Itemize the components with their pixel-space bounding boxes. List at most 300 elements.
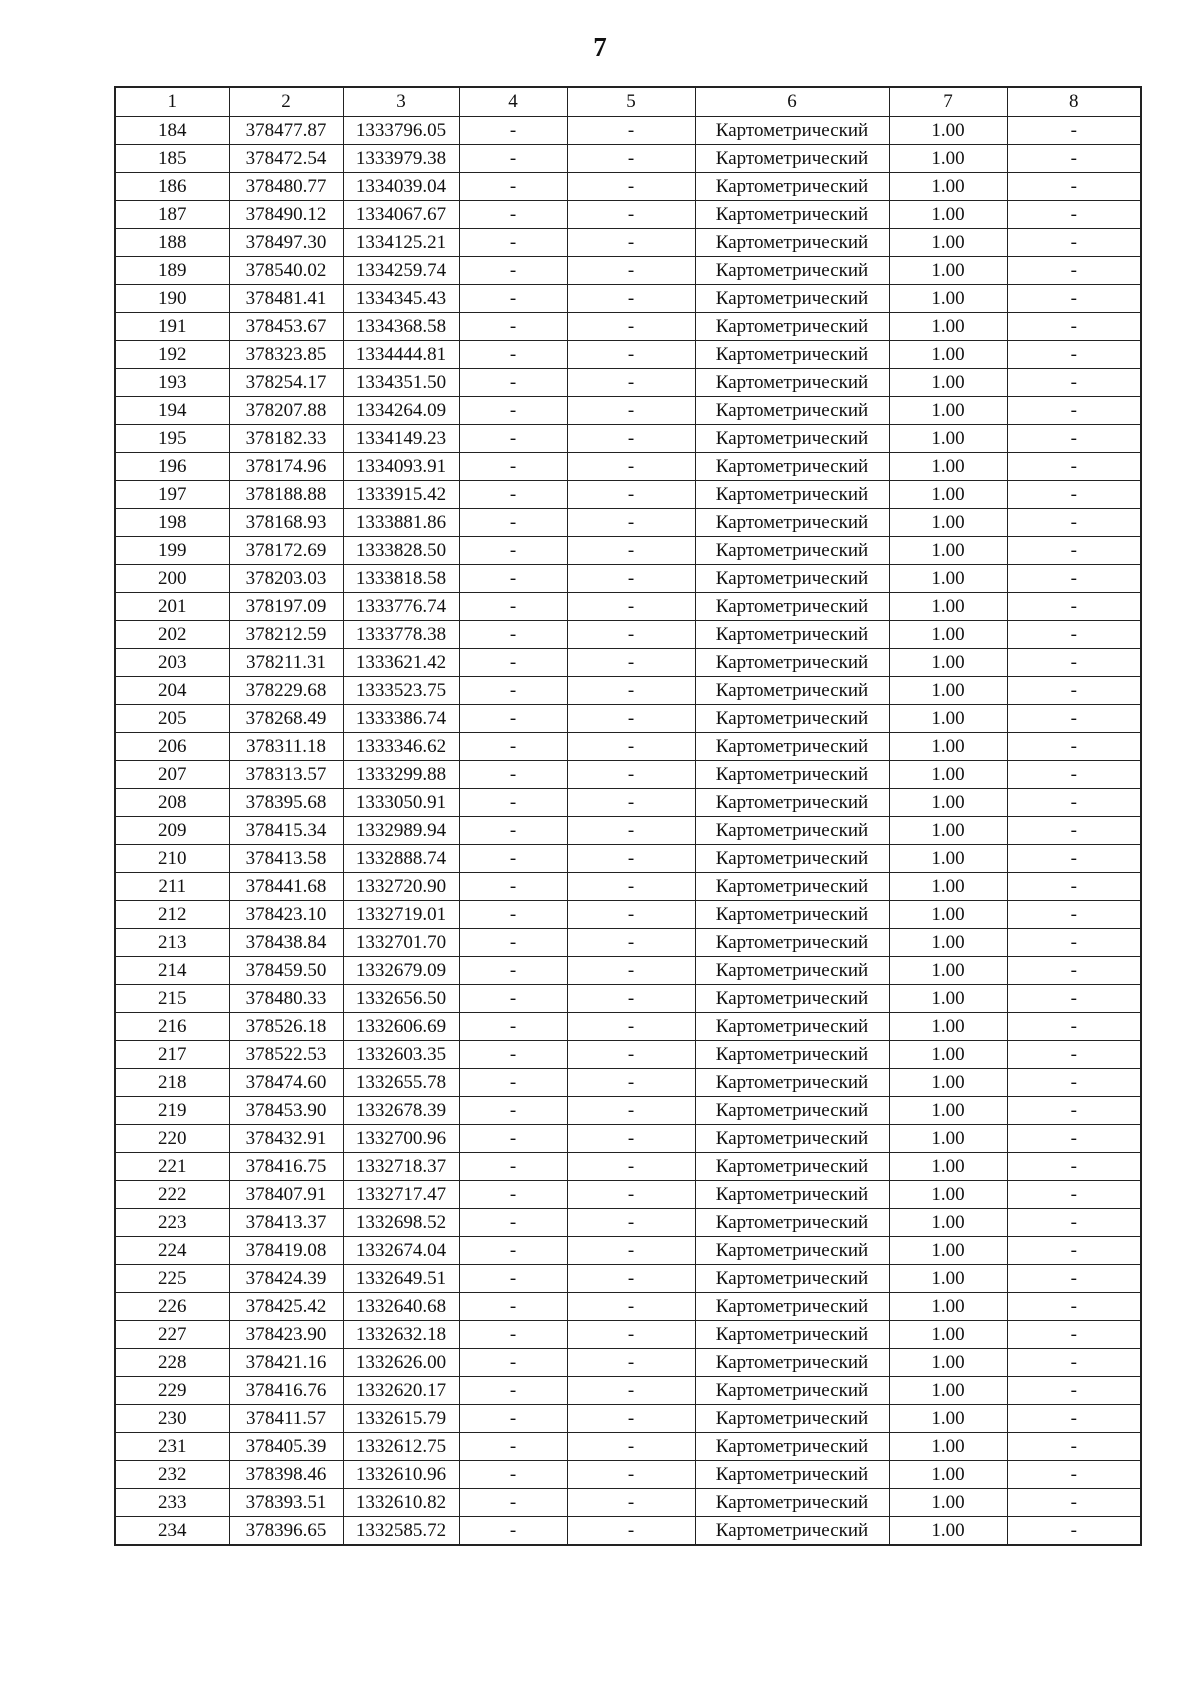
y-coordinate-cell: 1333796.05 — [343, 117, 459, 145]
column-5-cell: - — [567, 733, 695, 761]
column-5-cell: - — [567, 1013, 695, 1041]
table-row — [115, 117, 1141, 145]
column-header: 6 — [695, 87, 889, 117]
column-header: 5 — [567, 87, 695, 117]
accuracy-cell: 1.00 — [889, 369, 1007, 397]
column-8-cell: - — [1007, 873, 1141, 901]
y-coordinate-cell: 1332585.72 — [343, 1517, 459, 1546]
point-number-cell: 217 — [115, 1041, 229, 1069]
accuracy-cell: 1.00 — [889, 1517, 1007, 1546]
y-coordinate-cell: 1332620.17 — [343, 1377, 459, 1405]
column-8-cell: - — [1007, 1293, 1141, 1321]
accuracy-cell: 1.00 — [889, 1237, 1007, 1265]
x-coordinate-cell: 378490.12 — [229, 201, 343, 229]
column-4-cell: - — [459, 145, 567, 173]
column-8-cell: - — [1007, 369, 1141, 397]
y-coordinate-cell: 1333776.74 — [343, 593, 459, 621]
accuracy-cell: 1.00 — [889, 1125, 1007, 1153]
x-coordinate-cell: 378438.84 — [229, 929, 343, 957]
column-4-cell: - — [459, 173, 567, 201]
table-row — [115, 677, 1141, 705]
column-5-cell: - — [567, 1237, 695, 1265]
x-coordinate-cell: 378540.02 — [229, 257, 343, 285]
point-number-cell: 201 — [115, 593, 229, 621]
column-4-cell: - — [459, 677, 567, 705]
column-4-cell: - — [459, 257, 567, 285]
table-row — [115, 621, 1141, 649]
column-5-cell: - — [567, 425, 695, 453]
method-cell: Картометрический — [695, 369, 889, 397]
y-coordinate-cell: 1332678.39 — [343, 1097, 459, 1125]
point-number-cell: 205 — [115, 705, 229, 733]
column-5-cell: - — [567, 1125, 695, 1153]
column-5-cell: - — [567, 845, 695, 873]
method-cell: Картометрический — [695, 201, 889, 229]
column-5-cell: - — [567, 985, 695, 1013]
x-coordinate-cell: 378311.18 — [229, 733, 343, 761]
column-4-cell: - — [459, 1517, 567, 1546]
accuracy-cell: 1.00 — [889, 817, 1007, 845]
column-5-cell: - — [567, 929, 695, 957]
accuracy-cell: 1.00 — [889, 229, 1007, 257]
column-4-cell: - — [459, 1293, 567, 1321]
accuracy-cell: 1.00 — [889, 173, 1007, 201]
point-number-cell: 206 — [115, 733, 229, 761]
table-row — [115, 817, 1141, 845]
point-number-cell: 207 — [115, 761, 229, 789]
column-4-cell: - — [459, 1265, 567, 1293]
column-5-cell: - — [567, 1461, 695, 1489]
table-row — [115, 509, 1141, 537]
column-4-cell: - — [459, 397, 567, 425]
accuracy-cell: 1.00 — [889, 1181, 1007, 1209]
x-coordinate-cell: 378415.34 — [229, 817, 343, 845]
method-cell: Картометрический — [695, 565, 889, 593]
column-4-cell: - — [459, 1125, 567, 1153]
table-row — [115, 789, 1141, 817]
table-row — [115, 1461, 1141, 1489]
method-cell: Картометрический — [695, 1265, 889, 1293]
column-4-cell: - — [459, 649, 567, 677]
method-cell: Картометрический — [695, 1489, 889, 1517]
y-coordinate-cell: 1332612.75 — [343, 1433, 459, 1461]
column-5-cell: - — [567, 957, 695, 985]
column-4-cell: - — [459, 1377, 567, 1405]
column-4-cell: - — [459, 201, 567, 229]
accuracy-cell: 1.00 — [889, 145, 1007, 173]
column-8-cell: - — [1007, 593, 1141, 621]
method-cell: Картометрический — [695, 845, 889, 873]
x-coordinate-cell: 378323.85 — [229, 341, 343, 369]
method-cell: Картометрический — [695, 873, 889, 901]
accuracy-cell: 1.00 — [889, 985, 1007, 1013]
method-cell: Картометрический — [695, 1517, 889, 1546]
table-row — [115, 397, 1141, 425]
method-cell: Картометрический — [695, 789, 889, 817]
method-cell: Картометрический — [695, 817, 889, 845]
point-number-cell: 230 — [115, 1405, 229, 1433]
point-number-cell: 203 — [115, 649, 229, 677]
x-coordinate-cell: 378480.77 — [229, 173, 343, 201]
table-row — [115, 901, 1141, 929]
column-8-cell: - — [1007, 1041, 1141, 1069]
method-cell: Картометрический — [695, 621, 889, 649]
column-4-cell: - — [459, 1405, 567, 1433]
column-4-cell: - — [459, 929, 567, 957]
column-8-cell: - — [1007, 313, 1141, 341]
table-row — [115, 1013, 1141, 1041]
point-number-cell: 192 — [115, 341, 229, 369]
table-row — [115, 985, 1141, 1013]
table-row — [115, 733, 1141, 761]
x-coordinate-cell: 378168.93 — [229, 509, 343, 537]
method-cell: Картометрический — [695, 425, 889, 453]
column-header: 7 — [889, 87, 1007, 117]
column-8-cell: - — [1007, 537, 1141, 565]
point-number-cell: 226 — [115, 1293, 229, 1321]
accuracy-cell: 1.00 — [889, 1461, 1007, 1489]
method-cell: Картометрический — [695, 1433, 889, 1461]
accuracy-cell: 1.00 — [889, 537, 1007, 565]
method-cell: Картометрический — [695, 1097, 889, 1125]
method-cell: Картометрический — [695, 1041, 889, 1069]
column-8-cell: - — [1007, 341, 1141, 369]
column-5-cell: - — [567, 1181, 695, 1209]
column-8-cell: - — [1007, 1097, 1141, 1125]
column-5-cell: - — [567, 1097, 695, 1125]
y-coordinate-cell: 1332606.69 — [343, 1013, 459, 1041]
column-8-cell: - — [1007, 1237, 1141, 1265]
column-8-cell: - — [1007, 425, 1141, 453]
x-coordinate-cell: 378395.68 — [229, 789, 343, 817]
x-coordinate-cell: 378182.33 — [229, 425, 343, 453]
column-8-cell: - — [1007, 453, 1141, 481]
y-coordinate-cell: 1332655.78 — [343, 1069, 459, 1097]
y-coordinate-cell: 1334345.43 — [343, 285, 459, 313]
y-coordinate-cell: 1334125.21 — [343, 229, 459, 257]
column-5-cell: - — [567, 1489, 695, 1517]
column-4-cell: - — [459, 789, 567, 817]
method-cell: Картометрический — [695, 1405, 889, 1433]
table-row — [115, 873, 1141, 901]
point-number-cell: 195 — [115, 425, 229, 453]
column-4-cell: - — [459, 509, 567, 537]
method-cell: Картометрический — [695, 1237, 889, 1265]
table-row — [115, 1349, 1141, 1377]
x-coordinate-cell: 378472.54 — [229, 145, 343, 173]
column-8-cell: - — [1007, 1209, 1141, 1237]
accuracy-cell: 1.00 — [889, 761, 1007, 789]
x-coordinate-cell: 378453.90 — [229, 1097, 343, 1125]
column-5-cell: - — [567, 1293, 695, 1321]
point-number-cell: 186 — [115, 173, 229, 201]
column-4-cell: - — [459, 285, 567, 313]
point-number-cell: 187 — [115, 201, 229, 229]
accuracy-cell: 1.00 — [889, 1349, 1007, 1377]
point-number-cell: 196 — [115, 453, 229, 481]
table-row — [115, 1069, 1141, 1097]
column-8-cell: - — [1007, 1181, 1141, 1209]
point-number-cell: 225 — [115, 1265, 229, 1293]
accuracy-cell: 1.00 — [889, 341, 1007, 369]
point-number-cell: 194 — [115, 397, 229, 425]
accuracy-cell: 1.00 — [889, 1377, 1007, 1405]
y-coordinate-cell: 1332632.18 — [343, 1321, 459, 1349]
table-row — [115, 705, 1141, 733]
point-number-cell: 214 — [115, 957, 229, 985]
table-row — [115, 1377, 1141, 1405]
column-8-cell: - — [1007, 929, 1141, 957]
x-coordinate-cell: 378212.59 — [229, 621, 343, 649]
x-coordinate-cell: 378413.58 — [229, 845, 343, 873]
x-coordinate-cell: 378425.42 — [229, 1293, 343, 1321]
method-cell: Картометрический — [695, 1153, 889, 1181]
column-8-cell: - — [1007, 257, 1141, 285]
column-8-cell: - — [1007, 957, 1141, 985]
column-4-cell: - — [459, 957, 567, 985]
table-row — [115, 1433, 1141, 1461]
method-cell: Картометрический — [695, 957, 889, 985]
column-header: 2 — [229, 87, 343, 117]
x-coordinate-cell: 378526.18 — [229, 1013, 343, 1041]
table-row — [115, 173, 1141, 201]
column-8-cell: - — [1007, 1377, 1141, 1405]
method-cell: Картометрический — [695, 733, 889, 761]
column-header: 3 — [343, 87, 459, 117]
column-4-cell: - — [459, 481, 567, 509]
y-coordinate-cell: 1334039.04 — [343, 173, 459, 201]
column-4-cell: - — [459, 1181, 567, 1209]
x-coordinate-cell: 378393.51 — [229, 1489, 343, 1517]
table-row — [115, 1265, 1141, 1293]
x-coordinate-cell: 378421.16 — [229, 1349, 343, 1377]
y-coordinate-cell: 1332610.96 — [343, 1461, 459, 1489]
x-coordinate-cell: 378474.60 — [229, 1069, 343, 1097]
column-4-cell: - — [459, 985, 567, 1013]
column-8-cell: - — [1007, 845, 1141, 873]
table-row — [115, 453, 1141, 481]
y-coordinate-cell: 1333299.88 — [343, 761, 459, 789]
column-5-cell: - — [567, 873, 695, 901]
point-number-cell: 216 — [115, 1013, 229, 1041]
y-coordinate-cell: 1334259.74 — [343, 257, 459, 285]
x-coordinate-cell: 378203.03 — [229, 565, 343, 593]
method-cell: Картометрический — [695, 1209, 889, 1237]
column-5-cell: - — [567, 1433, 695, 1461]
table-row — [115, 1321, 1141, 1349]
column-5-cell: - — [567, 1069, 695, 1097]
y-coordinate-cell: 1333523.75 — [343, 677, 459, 705]
accuracy-cell: 1.00 — [889, 873, 1007, 901]
table-row — [115, 285, 1141, 313]
column-5-cell: - — [567, 901, 695, 929]
method-cell: Картометрический — [695, 901, 889, 929]
accuracy-cell: 1.00 — [889, 845, 1007, 873]
x-coordinate-cell: 378416.75 — [229, 1153, 343, 1181]
column-4-cell: - — [459, 1153, 567, 1181]
accuracy-cell: 1.00 — [889, 453, 1007, 481]
column-8-cell: - — [1007, 1433, 1141, 1461]
column-4-cell: - — [459, 1321, 567, 1349]
x-coordinate-cell: 378188.88 — [229, 481, 343, 509]
column-8-cell: - — [1007, 1321, 1141, 1349]
y-coordinate-cell: 1332888.74 — [343, 845, 459, 873]
table-row — [115, 1097, 1141, 1125]
column-4-cell: - — [459, 1013, 567, 1041]
table-row — [115, 425, 1141, 453]
page-number: 7 — [593, 32, 607, 62]
method-cell: Картометрический — [695, 453, 889, 481]
x-coordinate-cell: 378405.39 — [229, 1433, 343, 1461]
x-coordinate-cell: 378229.68 — [229, 677, 343, 705]
table-row — [115, 761, 1141, 789]
accuracy-cell: 1.00 — [889, 565, 1007, 593]
table-row — [115, 1153, 1141, 1181]
point-number-cell: 204 — [115, 677, 229, 705]
column-8-cell: - — [1007, 817, 1141, 845]
point-number-cell: 188 — [115, 229, 229, 257]
column-5-cell: - — [567, 761, 695, 789]
point-number-cell: 233 — [115, 1489, 229, 1517]
column-8-cell: - — [1007, 1517, 1141, 1546]
x-coordinate-cell: 378268.49 — [229, 705, 343, 733]
table-row — [115, 1237, 1141, 1265]
point-number-cell: 185 — [115, 145, 229, 173]
accuracy-cell: 1.00 — [889, 1405, 1007, 1433]
point-number-cell: 221 — [115, 1153, 229, 1181]
x-coordinate-cell: 378497.30 — [229, 229, 343, 257]
accuracy-cell: 1.00 — [889, 509, 1007, 537]
y-coordinate-cell: 1332700.96 — [343, 1125, 459, 1153]
accuracy-cell: 1.00 — [889, 285, 1007, 313]
column-4-cell: - — [459, 845, 567, 873]
table-row — [115, 1209, 1141, 1237]
column-4-cell: - — [459, 1349, 567, 1377]
method-cell: Картометрический — [695, 257, 889, 285]
column-4-cell: - — [459, 1489, 567, 1517]
y-coordinate-cell: 1332615.79 — [343, 1405, 459, 1433]
x-coordinate-cell: 378453.67 — [229, 313, 343, 341]
method-cell: Картометрический — [695, 649, 889, 677]
table-row — [115, 1293, 1141, 1321]
method-cell: Картометрический — [695, 1349, 889, 1377]
accuracy-cell: 1.00 — [889, 481, 1007, 509]
column-5-cell: - — [567, 173, 695, 201]
accuracy-cell: 1.00 — [889, 1013, 1007, 1041]
point-number-cell: 197 — [115, 481, 229, 509]
table-body — [115, 117, 1141, 1546]
y-coordinate-cell: 1334264.09 — [343, 397, 459, 425]
column-5-cell: - — [567, 1321, 695, 1349]
column-8-cell: - — [1007, 761, 1141, 789]
column-4-cell: - — [459, 1069, 567, 1097]
column-4-cell: - — [459, 1237, 567, 1265]
point-number-cell: 193 — [115, 369, 229, 397]
x-coordinate-cell: 378197.09 — [229, 593, 343, 621]
column-5-cell: - — [567, 257, 695, 285]
accuracy-cell: 1.00 — [889, 117, 1007, 145]
column-4-cell: - — [459, 1209, 567, 1237]
x-coordinate-cell: 378419.08 — [229, 1237, 343, 1265]
column-4-cell: - — [459, 733, 567, 761]
table-row — [115, 229, 1141, 257]
column-4-cell: - — [459, 761, 567, 789]
point-number-cell: 191 — [115, 313, 229, 341]
y-coordinate-cell: 1334351.50 — [343, 369, 459, 397]
column-4-cell: - — [459, 369, 567, 397]
column-8-cell: - — [1007, 649, 1141, 677]
coordinates-table — [114, 86, 1142, 1546]
column-5-cell: - — [567, 1153, 695, 1181]
method-cell: Картометрический — [695, 537, 889, 565]
point-number-cell: 184 — [115, 117, 229, 145]
column-5-cell: - — [567, 1265, 695, 1293]
point-number-cell: 199 — [115, 537, 229, 565]
column-8-cell: - — [1007, 1461, 1141, 1489]
method-cell: Картометрический — [695, 145, 889, 173]
column-5-cell: - — [567, 145, 695, 173]
column-8-cell: - — [1007, 509, 1141, 537]
point-number-cell: 202 — [115, 621, 229, 649]
column-8-cell: - — [1007, 985, 1141, 1013]
accuracy-cell: 1.00 — [889, 705, 1007, 733]
method-cell: Картометрический — [695, 1013, 889, 1041]
accuracy-cell: 1.00 — [889, 1153, 1007, 1181]
point-number-cell: 224 — [115, 1237, 229, 1265]
column-5-cell: - — [567, 341, 695, 369]
point-number-cell: 189 — [115, 257, 229, 285]
accuracy-cell: 1.00 — [889, 593, 1007, 621]
column-4-cell: - — [459, 313, 567, 341]
x-coordinate-cell: 378411.57 — [229, 1405, 343, 1433]
y-coordinate-cell: 1333915.42 — [343, 481, 459, 509]
point-number-cell: 227 — [115, 1321, 229, 1349]
column-8-cell: - — [1007, 285, 1141, 313]
y-coordinate-cell: 1332718.37 — [343, 1153, 459, 1181]
table-row — [115, 369, 1141, 397]
accuracy-cell: 1.00 — [889, 397, 1007, 425]
method-cell: Картометрический — [695, 1321, 889, 1349]
accuracy-cell: 1.00 — [889, 1433, 1007, 1461]
x-coordinate-cell: 378522.53 — [229, 1041, 343, 1069]
accuracy-cell: 1.00 — [889, 929, 1007, 957]
column-5-cell: - — [567, 1209, 695, 1237]
column-5-cell: - — [567, 453, 695, 481]
column-4-cell: - — [459, 705, 567, 733]
x-coordinate-cell: 378459.50 — [229, 957, 343, 985]
column-8-cell: - — [1007, 173, 1141, 201]
y-coordinate-cell: 1332698.52 — [343, 1209, 459, 1237]
method-cell: Картометрический — [695, 173, 889, 201]
column-5-cell: - — [567, 593, 695, 621]
accuracy-cell: 1.00 — [889, 957, 1007, 985]
column-5-cell: - — [567, 509, 695, 537]
column-5-cell: - — [567, 621, 695, 649]
accuracy-cell: 1.00 — [889, 425, 1007, 453]
table-row — [115, 1125, 1141, 1153]
x-coordinate-cell: 378396.65 — [229, 1517, 343, 1546]
table-row — [115, 341, 1141, 369]
x-coordinate-cell: 378211.31 — [229, 649, 343, 677]
table-header-row — [115, 87, 1141, 117]
point-number-cell: 200 — [115, 565, 229, 593]
column-5-cell: - — [567, 705, 695, 733]
y-coordinate-cell: 1334067.67 — [343, 201, 459, 229]
accuracy-cell: 1.00 — [889, 901, 1007, 929]
x-coordinate-cell: 378416.76 — [229, 1377, 343, 1405]
column-8-cell: - — [1007, 677, 1141, 705]
column-5-cell: - — [567, 565, 695, 593]
